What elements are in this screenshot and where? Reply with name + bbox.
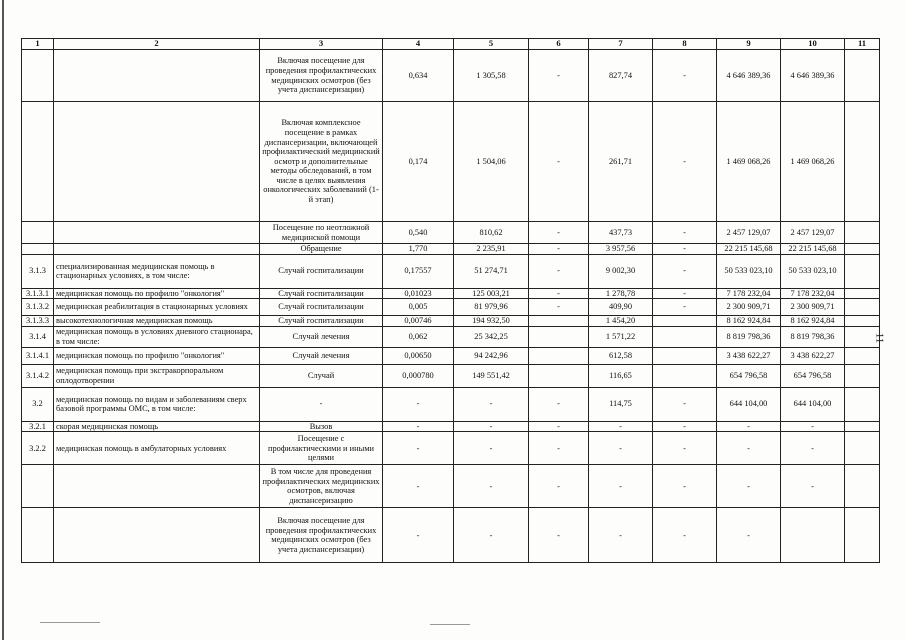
table-cell	[529, 316, 589, 327]
column-header: 1	[22, 39, 54, 50]
table-cell: 0,01023	[383, 288, 454, 299]
table-cell: -	[717, 465, 781, 508]
table-container	[21, 38, 880, 563]
table-cell	[653, 347, 717, 364]
table-cell: 3.2.2	[22, 432, 54, 465]
table-cell: 3 438 622,27	[717, 347, 781, 364]
table-cell: Посещение с профилактическими и иными целями	[260, 432, 383, 465]
table-cell: 2 235,91	[454, 244, 529, 255]
table-cell: -	[653, 432, 717, 465]
table-cell	[845, 465, 880, 508]
table-cell: 261,71	[589, 102, 653, 222]
table-cell: 8 819 798,36	[781, 326, 845, 347]
table-row	[22, 299, 880, 316]
page-number: 11	[873, 332, 886, 344]
table-cell: -	[454, 421, 529, 432]
table-cell: 3.1.3.3	[22, 316, 54, 327]
table-cell: 1 571,22	[589, 326, 653, 347]
table-row	[22, 244, 880, 255]
table-cell: Включая посещение для проведения профилактических медицинских осмотров (без учета диспансеризации)	[260, 50, 383, 102]
table-cell	[845, 508, 880, 563]
table-cell: 194 932,50	[454, 316, 529, 327]
table-cell: медицинская помощь при экстракорпоральном оплодотворении	[54, 364, 260, 387]
table-cell: 810,62	[454, 222, 529, 244]
column-header: 2	[54, 39, 260, 50]
table-cell: -	[529, 254, 589, 288]
table-cell: 22 215 145,68	[781, 244, 845, 255]
table-cell: 3.2	[22, 387, 54, 421]
table-cell	[54, 465, 260, 508]
table-cell: 3 438 622,27	[781, 347, 845, 364]
table-cell: 8 819 798,36	[717, 326, 781, 347]
table-cell: -	[781, 432, 845, 465]
table-cell: 51 274,71	[454, 254, 529, 288]
table-cell: 1 305,58	[454, 50, 529, 102]
table-cell	[54, 50, 260, 102]
table-row	[22, 326, 880, 347]
table-cell	[22, 465, 54, 508]
table-cell: -	[454, 432, 529, 465]
table-cell: В том числе для проведения профилактических медицинских осмотров, включая диспансеризацию	[260, 465, 383, 508]
table-cell: -	[717, 421, 781, 432]
table-cell: -	[454, 508, 529, 563]
table-cell: -	[454, 387, 529, 421]
table-cell: 2 300 909,71	[717, 299, 781, 316]
column-header: 5	[454, 39, 529, 50]
table-row	[22, 364, 880, 387]
table-cell: 9 002,30	[589, 254, 653, 288]
table-cell: -	[383, 432, 454, 465]
table-cell: -	[653, 222, 717, 244]
table-cell: 125 003,21	[454, 288, 529, 299]
table-row	[22, 347, 880, 364]
table-cell: 3.2.1	[22, 421, 54, 432]
table-cell: -	[653, 299, 717, 316]
table-cell: 22 215 145,68	[717, 244, 781, 255]
table-cell	[22, 222, 54, 244]
table-cell: Посещение по неотложной медицинской помощи	[260, 222, 383, 244]
table-cell: -	[653, 102, 717, 222]
table-row	[22, 50, 880, 102]
table-cell: 4 646 389,36	[717, 50, 781, 102]
table-row	[22, 421, 880, 432]
table-cell: -	[529, 102, 589, 222]
table-cell: медицинская помощь в амбулаторных условиях	[54, 432, 260, 465]
table-cell: 94 242,96	[454, 347, 529, 364]
table-cell	[845, 222, 880, 244]
table-cell: 3.1.4.1	[22, 347, 54, 364]
table-cell: 1 469 068,26	[781, 102, 845, 222]
table-cell: 437,73	[589, 222, 653, 244]
table-cell: -	[589, 508, 653, 563]
table-cell: 1 454,20	[589, 316, 653, 327]
table-row	[22, 316, 880, 327]
table-cell: -	[589, 465, 653, 508]
table-cell: 0,00650	[383, 347, 454, 364]
table-cell: -	[653, 288, 717, 299]
table-cell	[54, 102, 260, 222]
table-cell: 1 469 068,26	[717, 102, 781, 222]
table-cell: -	[589, 421, 653, 432]
table-cell: 3.1.4.2	[22, 364, 54, 387]
table-cell: -	[260, 387, 383, 421]
table-row	[22, 387, 880, 421]
table-cell: Случай госпитализации	[260, 316, 383, 327]
table-cell: Случай лечения	[260, 347, 383, 364]
table-cell: 2 300 909,71	[781, 299, 845, 316]
table-row	[22, 254, 880, 288]
table-cell: медицинская помощь по видам и заболеваниям сверх базовой программы ОМС, в том числе:	[54, 387, 260, 421]
table-cell	[781, 508, 845, 563]
table-cell: -	[529, 421, 589, 432]
table-cell: 8 162 924,84	[781, 316, 845, 327]
table-cell: высокотехнологичная медицинская помощь	[54, 316, 260, 327]
table-cell: 114,75	[589, 387, 653, 421]
table-cell: медицинская помощь по профилю "онкология"	[54, 288, 260, 299]
table-cell: 1,770	[383, 244, 454, 255]
table-cell: -	[383, 387, 454, 421]
table-cell: 1 278,78	[589, 288, 653, 299]
column-header: 10	[781, 39, 845, 50]
table-cell	[845, 364, 880, 387]
table-cell: 7 178 232,04	[717, 288, 781, 299]
table-cell: -	[529, 465, 589, 508]
column-header: 7	[589, 39, 653, 50]
table-cell: -	[653, 244, 717, 255]
table-cell	[845, 421, 880, 432]
table-cell	[653, 364, 717, 387]
table-cell: 827,74	[589, 50, 653, 102]
data-table	[21, 38, 880, 563]
table-cell	[529, 347, 589, 364]
table-cell: Вызов	[260, 421, 383, 432]
table-cell: 0,00746	[383, 316, 454, 327]
scan-mark	[40, 622, 100, 623]
table-cell	[845, 299, 880, 316]
table-cell	[653, 316, 717, 327]
column-header: 9	[717, 39, 781, 50]
table-cell: 612,58	[589, 347, 653, 364]
table-cell: 0,005	[383, 299, 454, 316]
table-cell: -	[589, 432, 653, 465]
table-cell	[529, 364, 589, 387]
table-cell	[845, 347, 880, 364]
table-cell: 654 796,58	[717, 364, 781, 387]
table-cell: -	[653, 421, 717, 432]
table-cell: 1 504,06	[454, 102, 529, 222]
table-cell: Включая посещение для проведения профилактических медицинских осмотров (без учета диспансеризации)	[260, 508, 383, 563]
table-row	[22, 102, 880, 222]
table-cell	[653, 326, 717, 347]
table-cell: медицинская помощь по профилю "онкология"	[54, 347, 260, 364]
table-cell: 3.1.3.2	[22, 299, 54, 316]
table-body	[22, 50, 880, 563]
table-cell	[54, 244, 260, 255]
table-cell: -	[529, 244, 589, 255]
table-cell	[845, 387, 880, 421]
table-cell: Обращение	[260, 244, 383, 255]
table-header-row	[22, 39, 880, 50]
table-cell	[22, 508, 54, 563]
table-cell: 654 796,58	[781, 364, 845, 387]
table-cell	[845, 316, 880, 327]
table-cell: 644 104,00	[781, 387, 845, 421]
table-cell	[845, 432, 880, 465]
table-cell: -	[653, 50, 717, 102]
table-cell: -	[529, 508, 589, 563]
table-cell: -	[529, 387, 589, 421]
column-header: 3	[260, 39, 383, 50]
table-cell: скорая медицинская помощь	[54, 421, 260, 432]
table-cell	[22, 50, 54, 102]
table-cell: 0,062	[383, 326, 454, 347]
table-cell	[22, 102, 54, 222]
table-cell: -	[653, 465, 717, 508]
table-cell: 7 178 232,04	[781, 288, 845, 299]
table-cell	[845, 50, 880, 102]
table-cell: 0,17557	[383, 254, 454, 288]
table-cell: 81 979,96	[454, 299, 529, 316]
table-cell: -	[454, 465, 529, 508]
table-cell: 0,000780	[383, 364, 454, 387]
table-cell: 3.1.3.1	[22, 288, 54, 299]
table-cell: 116,65	[589, 364, 653, 387]
table-cell: Случай лечения	[260, 326, 383, 347]
table-cell: -	[653, 387, 717, 421]
table-cell: 50 533 023,10	[717, 254, 781, 288]
table-cell: 0,174	[383, 102, 454, 222]
table-cell	[845, 288, 880, 299]
scan-mark	[430, 624, 470, 625]
scan-edge-line	[2, 0, 4, 640]
table-cell: 50 533 023,10	[781, 254, 845, 288]
table-cell: Случай	[260, 364, 383, 387]
table-cell: -	[383, 421, 454, 432]
table-cell: 0,634	[383, 50, 454, 102]
table-cell: 3 957,56	[589, 244, 653, 255]
table-cell: специализированная медицинская помощь в стационарных условиях, в том числе:	[54, 254, 260, 288]
table-cell	[54, 508, 260, 563]
column-header: 11	[845, 39, 880, 50]
table-cell: Случай госпитализации	[260, 299, 383, 316]
table-cell	[54, 222, 260, 244]
table-row	[22, 432, 880, 465]
table-cell: 2 457 129,07	[717, 222, 781, 244]
table-row	[22, 222, 880, 244]
table-cell: медицинская реабилитация в стационарных условиях	[54, 299, 260, 316]
table-cell: -	[383, 508, 454, 563]
table-row	[22, 288, 880, 299]
table-cell	[529, 326, 589, 347]
table-cell	[845, 244, 880, 255]
table-cell: 2 457 129,07	[781, 222, 845, 244]
table-cell: -	[383, 465, 454, 508]
table-cell: 0,540	[383, 222, 454, 244]
table-cell: 149 551,42	[454, 364, 529, 387]
table-cell: -	[717, 508, 781, 563]
table-cell: -	[781, 421, 845, 432]
table-cell: -	[529, 432, 589, 465]
table-cell: 644 104,00	[717, 387, 781, 421]
table-row	[22, 465, 880, 508]
table-cell: 25 342,25	[454, 326, 529, 347]
table-cell: -	[653, 254, 717, 288]
table-row	[22, 508, 880, 563]
table-cell: 4 646 389,36	[781, 50, 845, 102]
table-cell	[22, 244, 54, 255]
table-cell: -	[529, 222, 589, 244]
table-cell	[845, 102, 880, 222]
table-cell: 8 162 924,84	[717, 316, 781, 327]
column-header: 4	[383, 39, 454, 50]
table-cell: 3.1.4	[22, 326, 54, 347]
table-cell: -	[717, 432, 781, 465]
table-cell: Случай госпитализации	[260, 254, 383, 288]
table-cell: 3.1.3	[22, 254, 54, 288]
table-cell: -	[781, 465, 845, 508]
table-cell: -	[653, 508, 717, 563]
table-cell: -	[529, 50, 589, 102]
table-cell: -	[529, 299, 589, 316]
table-cell: Включая комплексное посещение в рамках диспансеризации, включающей профилактический медицинский осмотр и дополнительные методы обследований, в том числе в целях выявления онкологических заболеваний (1-й этап)	[260, 102, 383, 222]
table-cell: Случай госпитализации	[260, 288, 383, 299]
table-cell	[845, 254, 880, 288]
table-cell: 409,90	[589, 299, 653, 316]
table-cell: -	[529, 288, 589, 299]
column-header: 8	[653, 39, 717, 50]
column-header: 6	[529, 39, 589, 50]
table-cell: медицинская помощь в условиях дневного стационара, в том числе:	[54, 326, 260, 347]
